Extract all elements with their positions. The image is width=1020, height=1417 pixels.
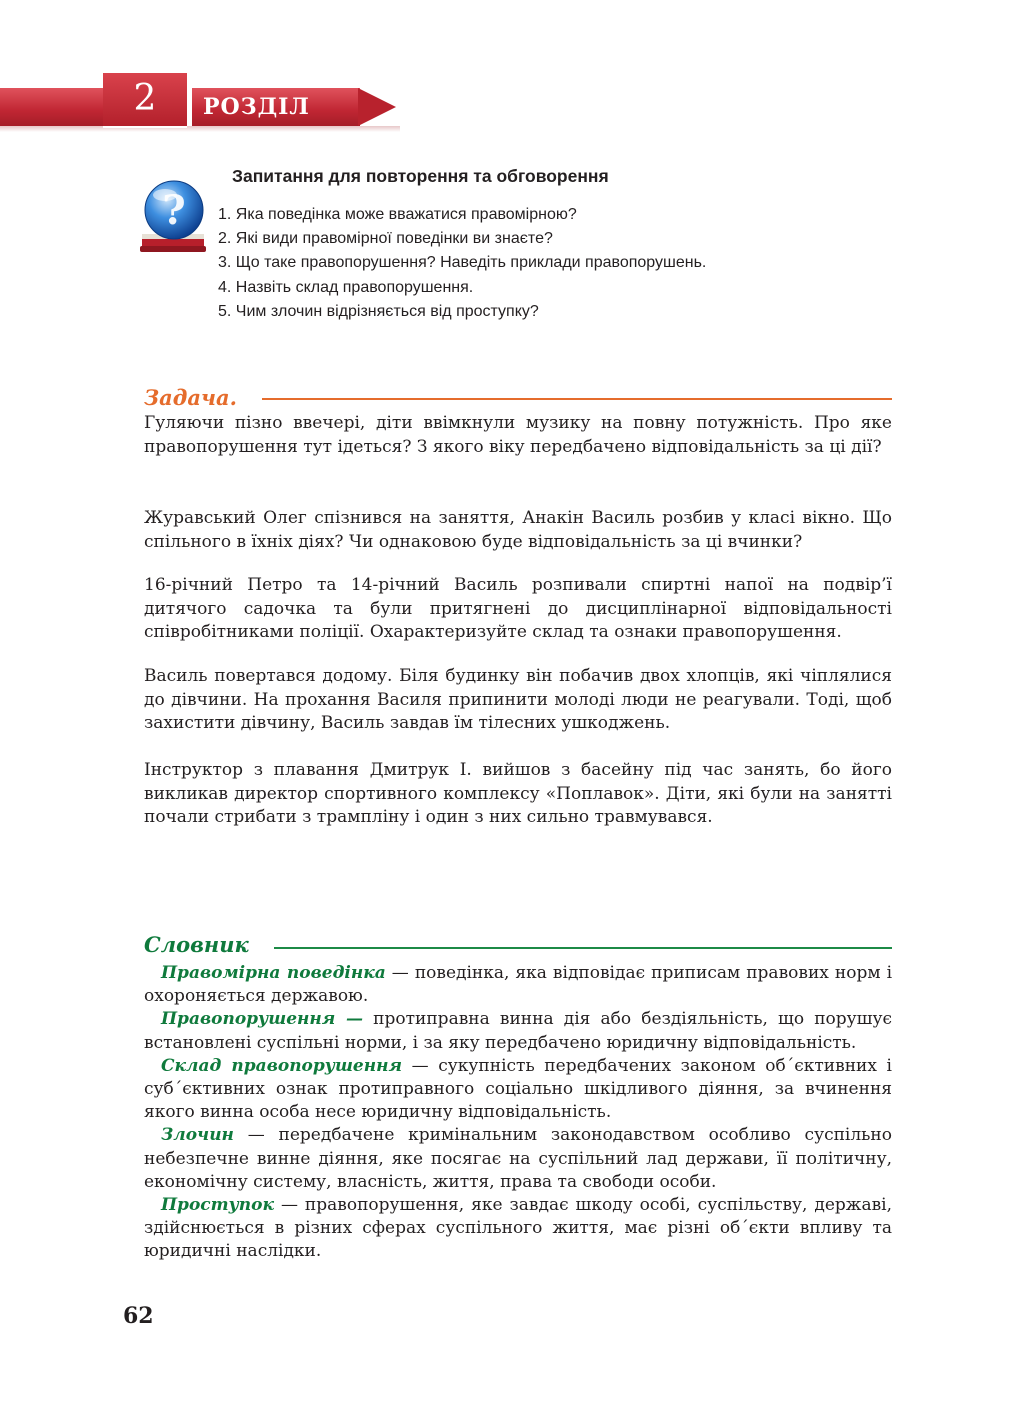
questions-list <box>218 203 706 324</box>
task-paragraph: Василь повертався додому. Біля будинку він побачив двох хлопців, які чіплялися до дівчини. На прохання Василя припинити молоді люди не реагували. Тоді, щоб захистити дівчину, Василь завдав їм тілесних ушкоджень. <box>144 666 892 733</box>
question-globe-icon <box>136 178 212 256</box>
question-item: 3. Що таке правопорушення? Наведіть приклади правопорушень. <box>218 254 707 272</box>
question-item: 1. Яка поведінка може вважатися правомірною? <box>218 206 577 223</box>
glossary-term: Склад правопорушення <box>161 1055 403 1076</box>
chapter-number: 2 <box>133 78 157 119</box>
task-paragraph: Інструктор з плавання Дмитрук І. вийшов з басейну під час занять, бо його викликав директор спортивного комплексу «Поплавок». Діти, які були на занятті почали стрибати з трампліну і один з них сильно травмувався. <box>144 760 892 827</box>
glossary-entry <box>144 962 892 1008</box>
glossary-term: Правопорушення — <box>161 1009 364 1030</box>
svg-text:?: ? <box>162 187 186 234</box>
glossary-term: Проступок <box>161 1195 274 1216</box>
chapter-band-arrow <box>358 88 396 126</box>
glossary-term: Злочин <box>161 1125 234 1146</box>
glossary-entry <box>144 1008 892 1054</box>
glossary-definition: — передбачене кримінальним законодавством особливо суспільно небезпечне винне діяння, яке посягає на суспільний лад держави, її політичну, економічну систему, власність, життя, права та свободи особи. <box>144 1125 892 1192</box>
glossary-heading-rule <box>274 947 892 949</box>
chapter-separator <box>187 88 192 126</box>
glossary-definition: — сукупність передбачених законом об´єктивних і суб´єктивних ознак протиправного соціально шкідливого діяння, за вчинення якого винна особа несе юридичну відповідальність. <box>144 1055 892 1123</box>
chapter-label: РОЗДІЛ <box>203 94 310 120</box>
glossary-list <box>144 962 892 1264</box>
glossary-term: Правомірна поведінка <box>161 963 386 983</box>
glossary-entry <box>144 1055 892 1125</box>
tasks-heading: Задача. <box>144 385 237 410</box>
glossary-heading: Словник <box>144 932 249 957</box>
tasks-heading-rule <box>262 398 892 400</box>
chapter-band-shadow <box>0 126 400 132</box>
glossary-entry <box>144 1124 892 1194</box>
glossary-entry <box>144 1194 892 1264</box>
page-number: 62 <box>123 1303 154 1329</box>
question-item: 4. Назвіть склад правопорушення. <box>218 278 474 296</box>
glossary-definition: — правопорушення, яке завдає шкоду особі, суспільству, державі, здійснюється в різних сферах суспільного життя, має різні об´єкти впливу та юридичні наслідки. <box>144 1195 892 1262</box>
question-item: 5. Чим злочин відрізняється від проступку? <box>218 302 539 320</box>
task-paragraph: 16-річний Петро та 14-річний Василь розпивали спиртні напої на подвір’ї дитячого садочка та були притягнені до дисциплінарної відповідальності співробітниками поліції. Охарактеризуйте склад та ознаки правопорушення. <box>144 575 892 642</box>
task-paragraph: Журавський Олег спізнився на заняття, Анакін Василь розбив у класі вікно. Що спільного в їхніх діях? Чи однаковою буде відповідальність за ці вчинки? <box>144 508 892 552</box>
question-item: 2. Які види правомірної поведінки ви знаєте? <box>218 230 553 248</box>
glossary-definition: — поведінка, яка відповідає приписам правових норм і охороняється державою. <box>144 963 893 1007</box>
glossary-definition: протиправна винна дія або бездіяльність, що порушує встановлені суспільні норми, і за яку передбачено юридичну відповідальність. <box>144 1009 892 1053</box>
questions-title: Запитання для повторення та обговорення <box>232 166 609 186</box>
task-paragraph: Гуляючи пізно ввечері, діти ввімкнули музику на повну потужність. Про яке правопорушення тут ідеться? З якого віку передбачено відповідальність за ці дії? <box>144 413 892 457</box>
